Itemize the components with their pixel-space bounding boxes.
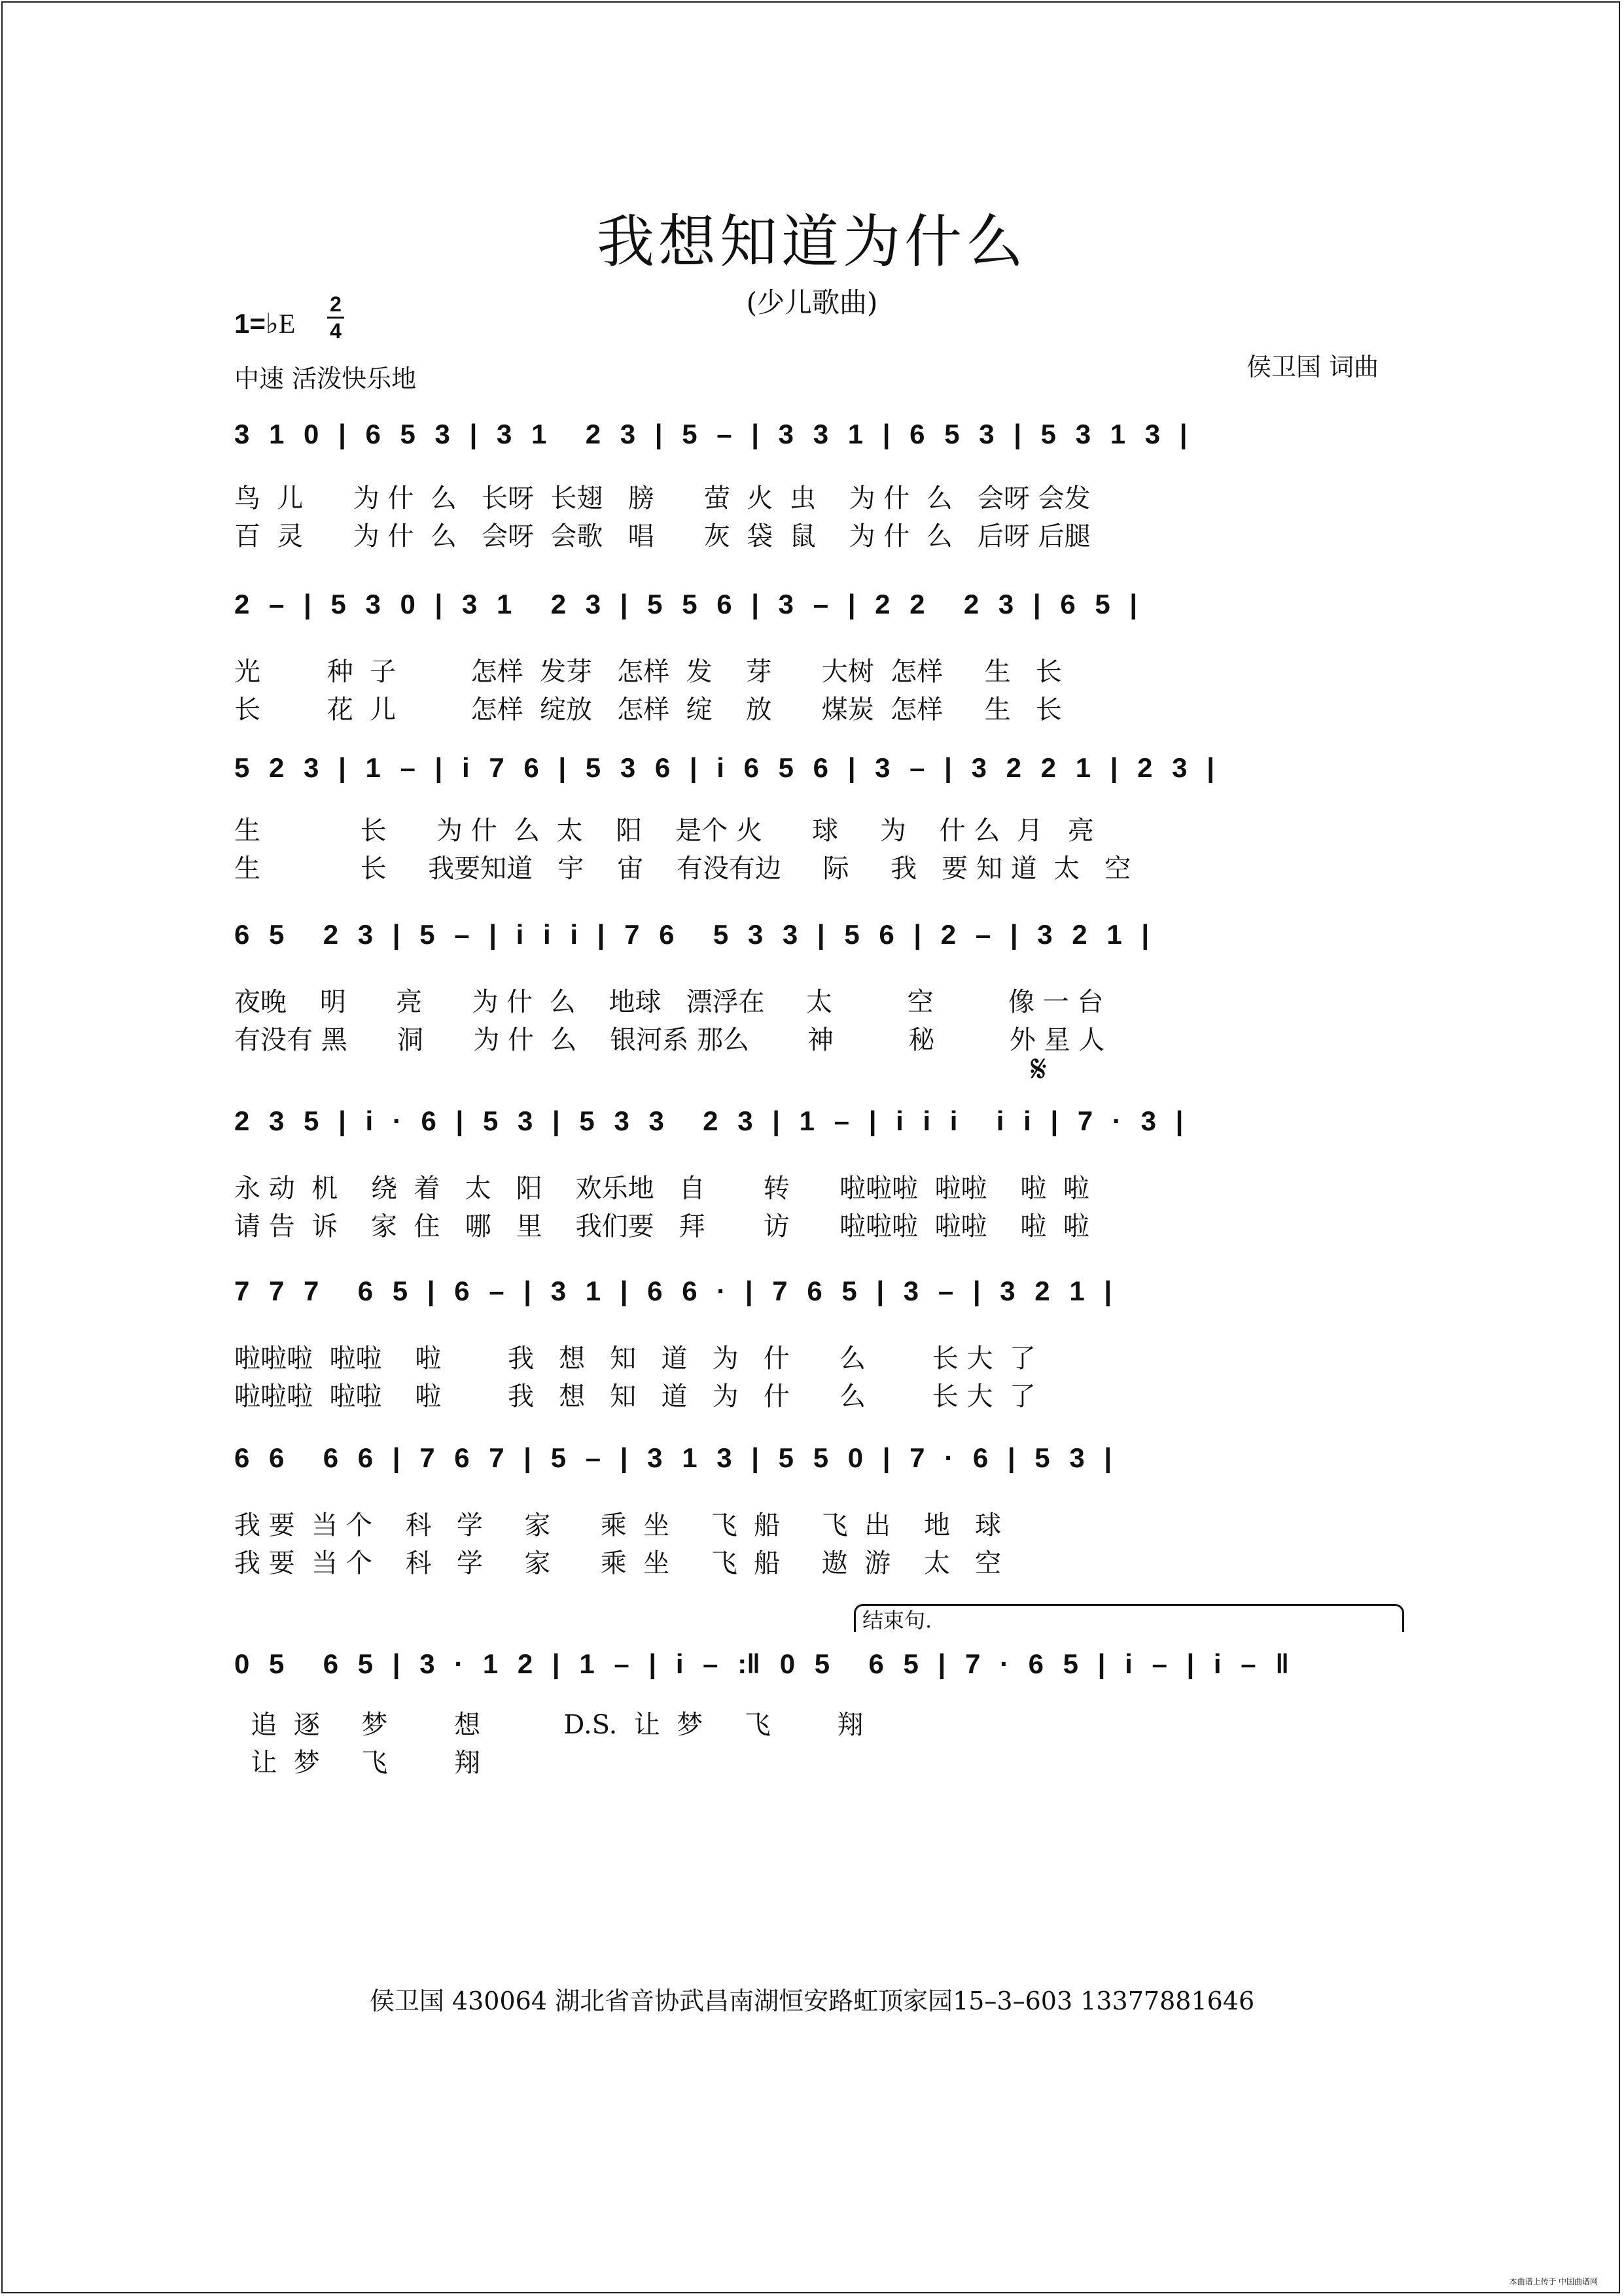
lyric-verse-2: 请 告 诉 家 住 哪 里 我们要 拜 访 啦啦啦 啦啦 啦 啦: [234, 1211, 1089, 1242]
segno-sign: 𝄋: [1031, 1047, 1047, 1091]
contact-footer: 侯卫国 430064 湖北省音协武昌南湖恒安路虹顶家园15–3–603 13377881646: [369, 1987, 1255, 2015]
lyric-verse-2: 让 梦 飞 翔: [234, 1748, 481, 1778]
composer-credit: 侯卫国 词曲: [1246, 353, 1379, 381]
notation-line: 5 2 3 | 1 – | i 7 6 | 5 3 6 | i 6 5 6 | 3 – | 3 2 2 1 | 2 3 |: [234, 752, 1214, 783]
lyric-verse-1: 光 种 子 怎样 发芽 怎样 发 芽 大树 怎样 生 长: [234, 657, 1062, 687]
notation-line: 2 – | 5 3 0 | 3 1 2 3 | 5 5 6 | 3 – | 2 2 2 3 | 6 5 |: [234, 589, 1138, 619]
time-top: 2: [330, 292, 342, 316]
volta-label: 结束句.: [862, 1608, 932, 1633]
lyric-verse-2: 长 花 儿 怎样 绽放 怎样 绽 放 煤炭 怎样 生 长: [234, 695, 1062, 725]
notation-line: 2 3 5 | i · 6 | 5 3 | 5 3 3 2 3 | 1 – | i i i i i | 7 · 3 |: [234, 1105, 1184, 1136]
lyric-verse-1: 生 长 为 什 么 太 阳 是个 火 球 为 什 么 月 亮: [234, 816, 1094, 846]
notation-line: 0 5 6 5 | 3 · 1 2 | 1 – | i – :‖ 0 5 6 5 | 7 · 6 5 | i – | i – ‖: [234, 1648, 1290, 1679]
lyric-verse-1: 我 要 当 个 科 学 家 乘 坐 飞 船 飞 出 地 球: [234, 1510, 1002, 1540]
lyric-verse-2: 我 要 当 个 科 学 家 乘 坐 飞 船 遨 游 太 空: [234, 1548, 1002, 1578]
lyric-verse-2: 有没有 黑 洞 为 什 么 银河系 那么 神 秘 外 星 人: [234, 1025, 1105, 1055]
lyric-verse-2: 生 长 我要知道 宇 宙 有没有边 际 我 要 知 道 太 空: [234, 854, 1131, 884]
time-bottom: 4: [330, 319, 342, 343]
lyric-verse-2: 啦啦啦 啦啦 啦 我 想 知 道 为 什 么 长 大 了: [234, 1382, 1036, 1412]
notation-line: 6 5 2 3 | 5 – | i i i | 7 6 5 3 3 | 5 6 | 2 – | 3 2 1 |: [234, 919, 1150, 950]
song-subtitle: (少儿歌曲): [746, 287, 878, 319]
key-prefix: 1=: [234, 308, 266, 339]
lyric-verse-2: 百 灵 为 什 么 会呀 会歌 唱 灰 袋 鼠 为 什 么 后呀 后腿: [234, 521, 1091, 551]
notation-line: 6 6 6 6 | 7 6 7 | 5 – | 3 1 3 | 5 5 0 | 7 · 6 | 5 3 |: [234, 1442, 1112, 1473]
lyric-verse-1: 夜晚 明 亮 为 什 么 地球 漂浮在 太 空 像 一 台: [234, 987, 1104, 1017]
song-title: 我想知道为什么: [596, 208, 1027, 275]
lyric-verse-1: 鸟 儿 为 什 么 长呀 长翅 膀 萤 火 虫 为 什 么 会呀 会发: [234, 483, 1091, 513]
time-divider: [327, 317, 344, 319]
lyric-verse-1: 追 逐 梦 想 D.S. 让 梦 飞 翔: [234, 1710, 864, 1740]
lyric-verse-1: 永 动 机 绕 着 太 阳 欢乐地 自 转 啦啦啦 啦啦 啦 啦: [234, 1174, 1089, 1204]
key-value: ♭E: [265, 309, 296, 339]
notation-line: 7 7 7 6 5 | 6 – | 3 1 | 6 6 · | 7 6 5 | 3 – | 3 2 1 |: [234, 1276, 1112, 1306]
watermark-text: 本曲谱上传于 中国曲谱网: [1509, 2277, 1598, 2286]
tempo-marking: 中速 活泼快乐地: [234, 364, 417, 393]
notation-line: 3 1 0 | 6 5 3 | 3 1 2 3 | 5 – | 3 3 1 | 6 5 3 | 5 3 1 3 |: [234, 419, 1188, 449]
key-signature: [234, 307, 295, 340]
time-signature: [327, 293, 344, 342]
lyric-verse-1: 啦啦啦 啦啦 啦 我 想 知 道 为 什 么 长 大 了: [234, 1344, 1036, 1374]
volta-bracket: [854, 1604, 1404, 1632]
